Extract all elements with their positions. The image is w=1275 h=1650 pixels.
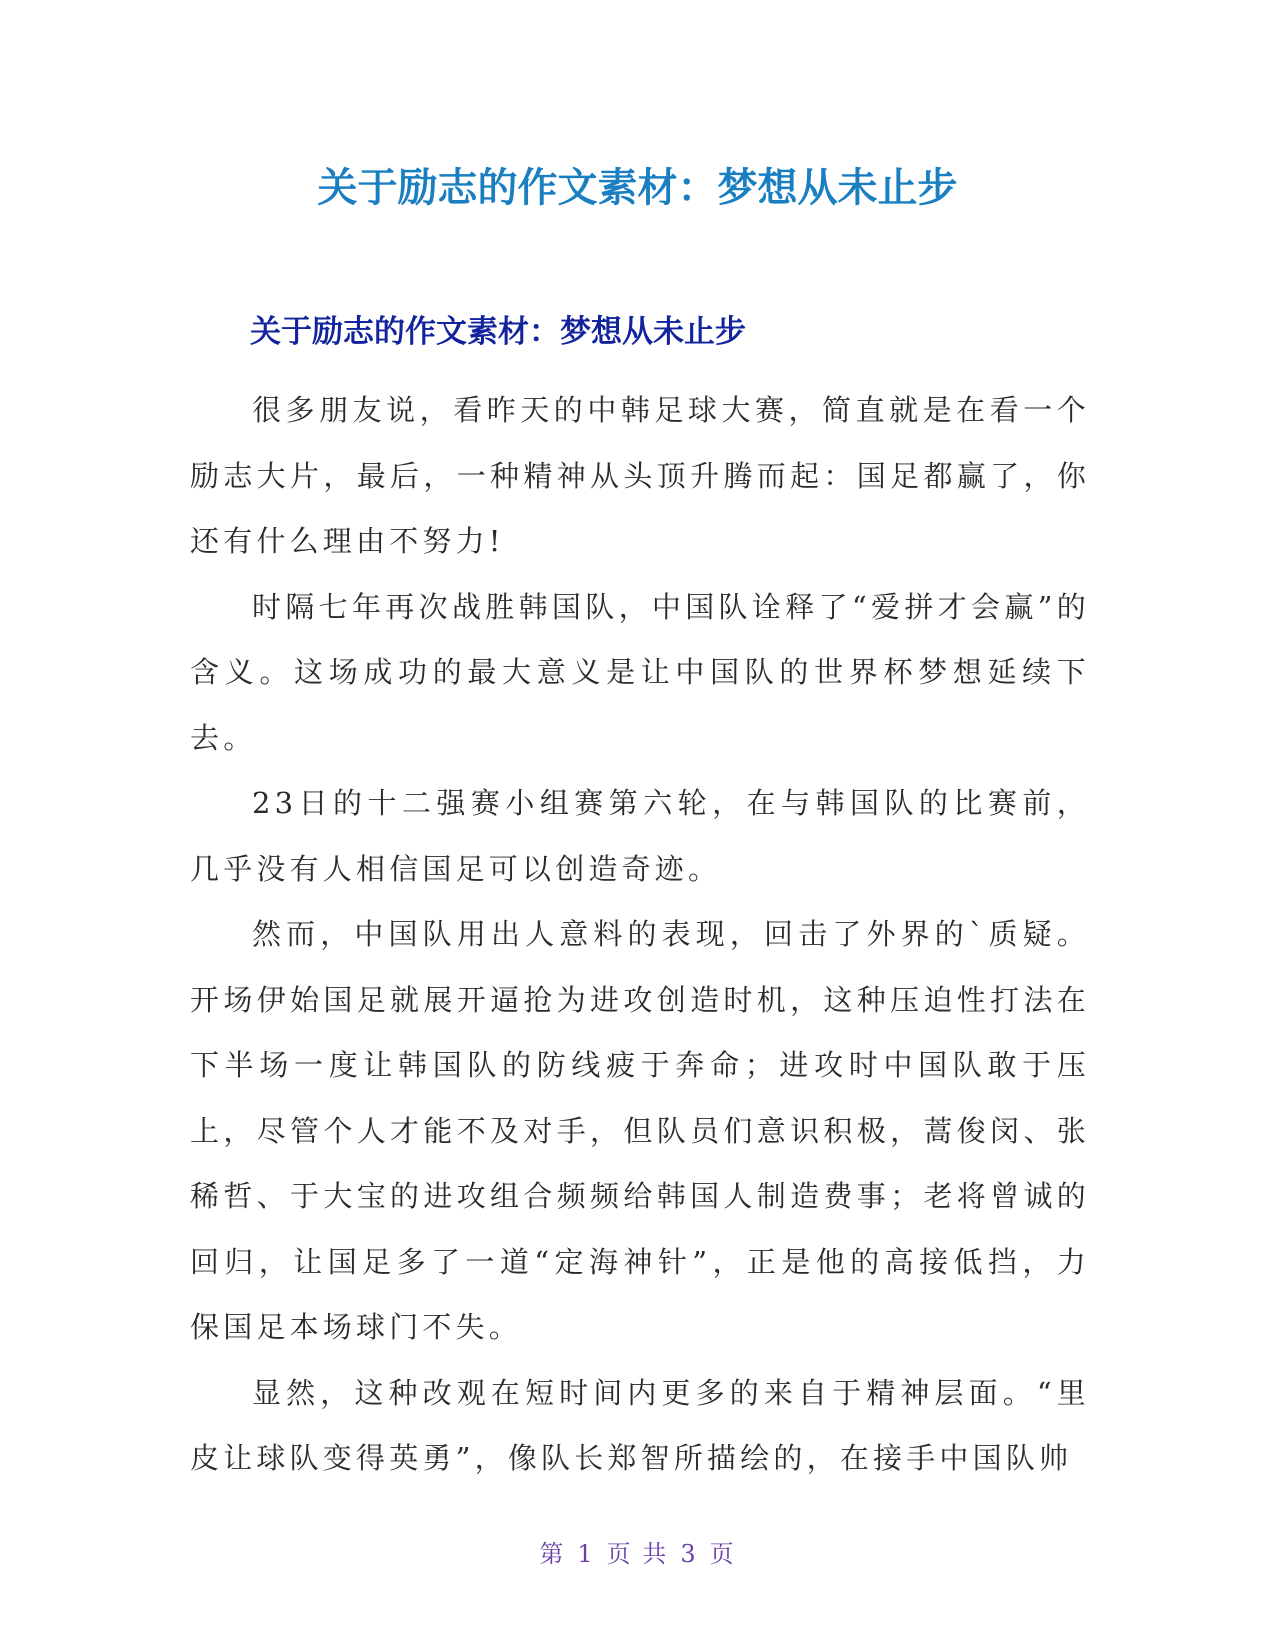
paragraph: 很多朋友说，看昨天的中韩足球大赛，简直就是在看一个励志大片，最后，一种精神从头顶升腾而起：国足都赢了，你还有什么理由不努力! [190, 393, 1090, 558]
document-title: 关于励志的作文素材：梦想从未止步 [317, 165, 958, 211]
paragraph: 时隔七年再次战胜韩国队，中国队诠释了“爱拼才会赢”的含义。这场成功的最大意义是让中国队的世界杯梦想延续下去。 [190, 589, 1090, 755]
footer-suffix: 页 [709, 1540, 736, 1568]
footer-middle: 页 共 [606, 1540, 669, 1568]
footer-prefix: 第 [539, 1540, 566, 1568]
document-body [190, 378, 1090, 1492]
paragraph: 23日的十二强赛小组赛第六轮，在与韩国队的比赛前，几乎没有人相信国足可以创造奇迹。 [190, 786, 1090, 886]
section-heading: 关于励志的作文素材：梦想从未止步 [250, 314, 746, 350]
paragraph: 显然，这种改观在短时间内更多的来自于精神层面。“里皮让球队变得英勇”，像队长郑智所描绘的，在接手中国队帅 [190, 1375, 1090, 1475]
footer-total-pages: 3 [680, 1540, 698, 1568]
footer-current-page: 1 [577, 1540, 595, 1568]
page-footer [0, 1538, 1275, 1570]
paragraph: 然而，中国队用出人意料的表现，回击了外界的`质疑。开场伊始国足就展开逼抢为进攻创造时机，这种压迫性打法在下半场一度让韩国队的防线疲于奔命；进攻时中国队敢于压上，尽管个人才能不及对手，但队员们意识积极，蒿俊闵、张稀哲、于大宝的进攻组合频频给韩国人制造费事；老将曾诚的回归，让国足多了一道“定海神针”，正是他的高接低挡，力保国足本场球门不失。 [190, 917, 1090, 1344]
